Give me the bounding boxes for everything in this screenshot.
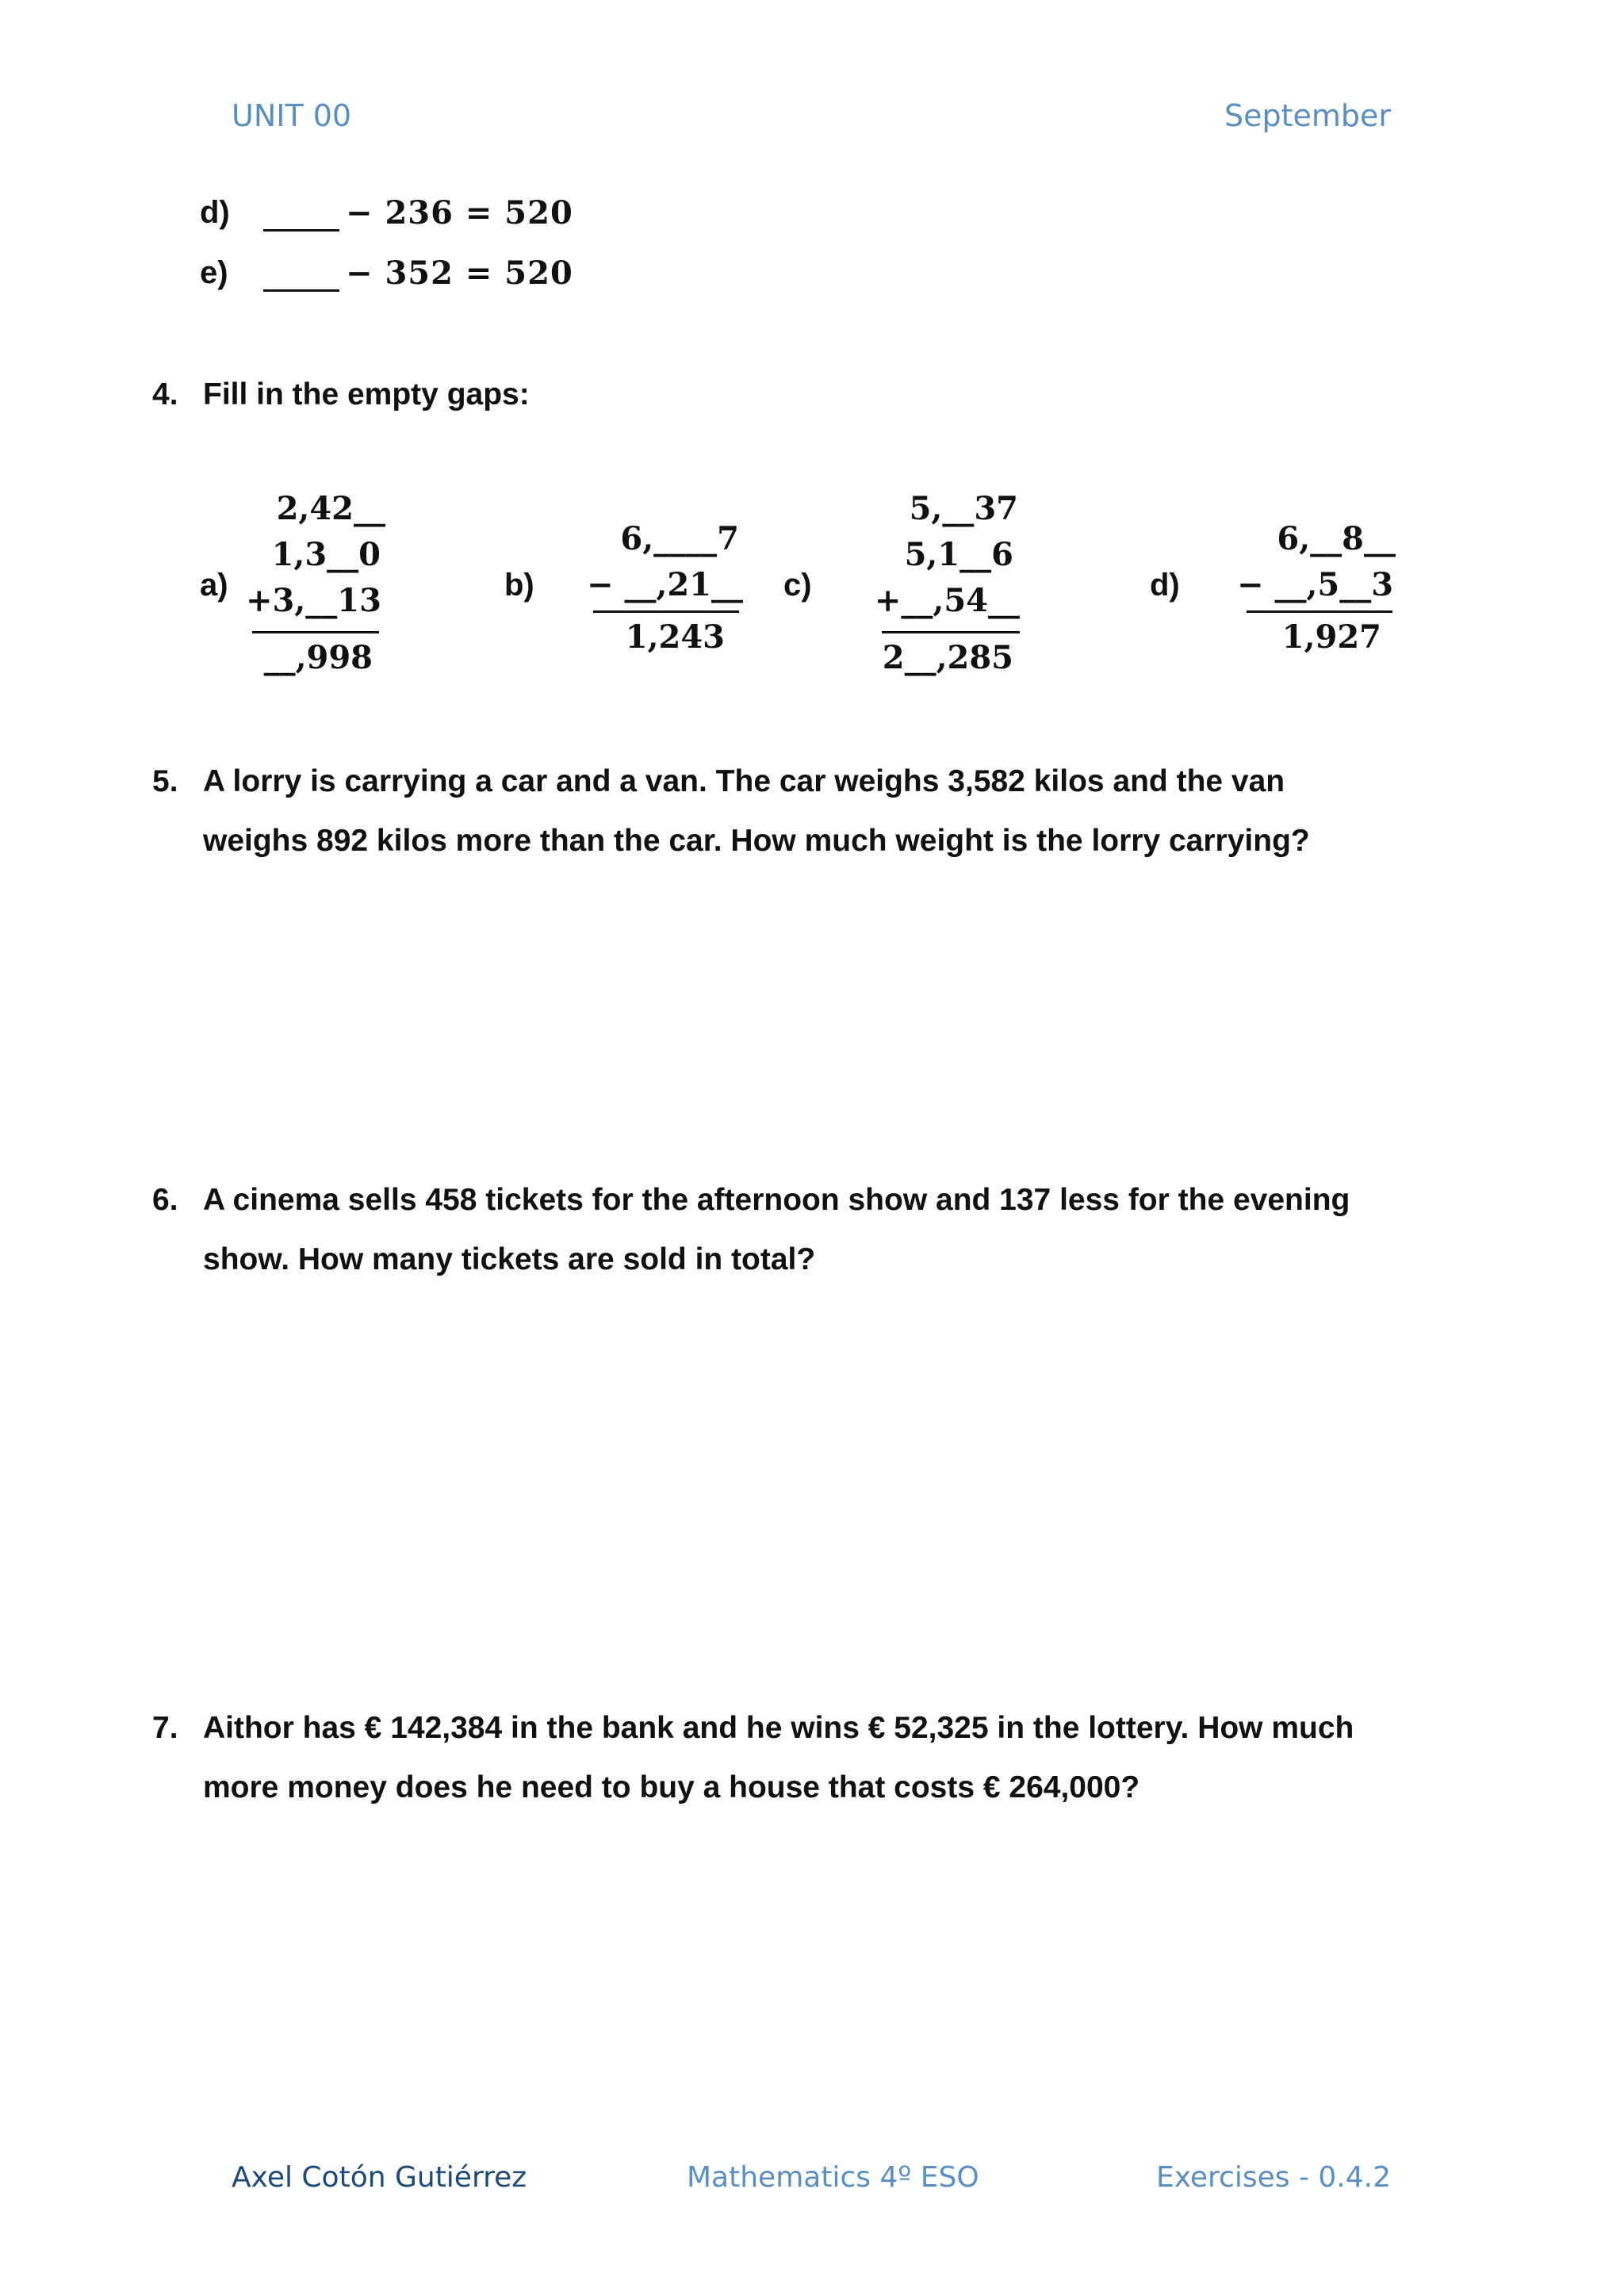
answer-blank: [263, 194, 339, 232]
question-text: Aithor has € 142,384 in the bank and he wins € 52,325 in the lottery. How much more money does he need to buy a house that costs € 264,000?: [203, 1711, 1354, 1804]
equation-e: [200, 249, 573, 297]
addend-line: 5,1__6: [904, 536, 1013, 573]
question-number: 4.: [152, 377, 178, 411]
equation-expression: − 352 = 520: [346, 254, 573, 292]
sum-rule: [252, 631, 379, 633]
question-6: [152, 1170, 1389, 1289]
subtrahend-line: − __,5__3: [1237, 566, 1394, 603]
result-line: 1,927: [1281, 618, 1381, 656]
addend-line: 2,42__: [276, 490, 385, 527]
equation-label: e): [200, 254, 228, 290]
equation-d: [200, 189, 573, 236]
addend-line: 1,3__0: [271, 536, 381, 573]
addend-line: 5,__37: [909, 490, 1018, 527]
result-line: 2__,285: [882, 639, 1013, 676]
question-number: 6.: [152, 1183, 178, 1217]
subitem-c-label: c): [783, 568, 812, 603]
question-text: Fill in the empty gaps:: [203, 377, 530, 411]
question-number: 5.: [152, 764, 178, 798]
subitem-b-label: b): [504, 568, 534, 603]
question-5: [152, 752, 1389, 871]
difference-rule: [1247, 610, 1392, 613]
equation-expression: − 236 = 520: [346, 193, 573, 232]
header-month: September: [1224, 98, 1391, 133]
footer-author: Axel Cotón Gutiérrez: [232, 2161, 527, 2194]
sum-rule: [882, 631, 1020, 633]
addend-line: +__,54__: [874, 582, 1020, 619]
footer-page-number: Exercises - 0.4.2: [1155, 2161, 1391, 2194]
question-text: A cinema sells 458 tickets for the afternoon show and 137 less for the evening show. How many tickets are sold in total?: [203, 1183, 1350, 1276]
question-text: A lorry is carrying a car and a van. The car weighs 3,582 kilos and the van weighs 892 kilos more than the car. How much weight is the lorry carrying?: [203, 764, 1310, 858]
answer-blank: [263, 254, 339, 292]
subitem-d-label: d): [1150, 568, 1180, 603]
minuend-line: 6,__8__: [1277, 520, 1396, 557]
question-4: [152, 365, 1389, 424]
question-number: 7.: [152, 1711, 178, 1745]
equation-label: d): [200, 194, 230, 230]
footer-subject: Mathematics 4º ESO: [687, 2161, 979, 2194]
result-line: 1,243: [625, 618, 725, 656]
result-line: __,998: [263, 639, 373, 676]
difference-rule: [593, 610, 739, 613]
addend-line: +3,__13: [246, 582, 381, 619]
question-7: [152, 1698, 1389, 1817]
header-unit: UNIT 00: [232, 98, 352, 133]
subitem-a-label: a): [200, 568, 228, 603]
minuend-line: 6,____7: [620, 520, 739, 557]
subtrahend-line: − __,21__: [587, 566, 744, 603]
